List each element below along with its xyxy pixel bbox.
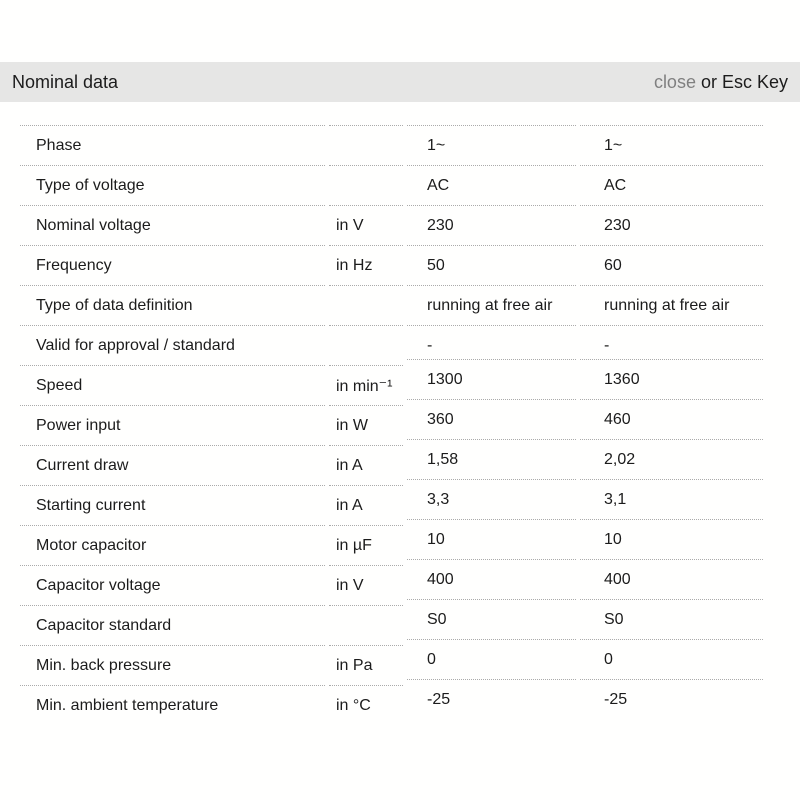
row-label: Min. ambient temperature [20, 685, 325, 725]
row-value-1: running at free air [407, 285, 576, 325]
row-value-1: AC [407, 165, 576, 205]
table-row [20, 445, 403, 485]
table-row [20, 285, 403, 325]
row-unit: in Pa [329, 645, 403, 685]
row-value-2: 2,02 [580, 439, 763, 479]
table-row [20, 485, 403, 525]
row-unit: in V [329, 205, 403, 245]
row-value-2: S0 [580, 599, 763, 639]
row-unit: in A [329, 445, 403, 485]
modal-header [0, 62, 800, 102]
table-row-values [407, 479, 763, 519]
table-row-values [407, 439, 763, 479]
row-label: Type of voltage [20, 165, 325, 205]
row-label: Motor capacitor [20, 525, 325, 565]
row-value-2: 60 [580, 245, 763, 285]
row-value-2: 1~ [580, 125, 763, 165]
table-row-values [407, 679, 763, 719]
table-row [20, 525, 403, 565]
row-value-1: 1300 [407, 359, 576, 399]
labels-units-column [20, 125, 403, 725]
row-unit: in min⁻¹ [329, 365, 403, 405]
row-label: Capacitor standard [20, 605, 325, 645]
table-row [20, 125, 403, 165]
table-row-values [407, 599, 763, 639]
row-value-1: S0 [407, 599, 576, 639]
close-area [654, 72, 788, 93]
nominal-data-table [20, 125, 763, 725]
values-column [407, 125, 763, 725]
row-unit [329, 605, 403, 645]
table-row-values [407, 359, 763, 399]
row-value-1: 3,3 [407, 479, 576, 519]
row-value-2: - [580, 325, 763, 365]
row-value-2: 230 [580, 205, 763, 245]
row-label: Frequency [20, 245, 325, 285]
row-unit: in °C [329, 685, 403, 725]
row-label: Capacitor voltage [20, 565, 325, 605]
table-row-values [407, 559, 763, 599]
row-value-2: 0 [580, 639, 763, 679]
row-value-1: 360 [407, 399, 576, 439]
row-label: Current draw [20, 445, 325, 485]
table-row [20, 205, 403, 245]
row-value-1: 400 [407, 559, 576, 599]
row-unit: in Hz [329, 245, 403, 285]
row-label: Starting current [20, 485, 325, 525]
row-value-1: 1,58 [407, 439, 576, 479]
table-row [20, 565, 403, 605]
table-row-values [407, 519, 763, 559]
row-unit: in W [329, 405, 403, 445]
row-label: Nominal voltage [20, 205, 325, 245]
row-label: Power input [20, 405, 325, 445]
table-row-values [407, 205, 763, 245]
table-row-values [407, 125, 763, 165]
table-row [20, 365, 403, 405]
row-value-2: 400 [580, 559, 763, 599]
row-value-1: 1~ [407, 125, 576, 165]
row-unit [329, 165, 403, 205]
row-value-1: - [407, 325, 576, 365]
row-value-1: 230 [407, 205, 576, 245]
row-label: Phase [20, 125, 325, 165]
row-unit [329, 285, 403, 325]
row-value-2: 10 [580, 519, 763, 559]
table-row-values [407, 399, 763, 439]
row-unit: in µF [329, 525, 403, 565]
table-row [20, 245, 403, 285]
table-row-values [407, 245, 763, 285]
esc-key-hint: or Esc Key [695, 71, 788, 92]
row-value-2: 460 [580, 399, 763, 439]
table-row [20, 685, 403, 725]
table-row-values [407, 165, 763, 205]
row-value-2: running at free air [580, 285, 763, 325]
row-unit [329, 325, 403, 365]
row-value-2: -25 [580, 679, 763, 719]
row-value-1: 0 [407, 639, 576, 679]
row-label: Speed [20, 365, 325, 405]
row-value-2: 1360 [580, 359, 763, 399]
row-unit: in V [329, 565, 403, 605]
close-button[interactable]: close [653, 71, 696, 92]
row-label: Valid for approval / standard [20, 325, 325, 365]
row-unit: in A [329, 485, 403, 525]
row-value-1: 10 [407, 519, 576, 559]
table-row [20, 645, 403, 685]
row-label: Min. back pressure [20, 645, 325, 685]
table-row-values [407, 639, 763, 679]
row-label: Type of data definition [20, 285, 325, 325]
row-value-2: 3,1 [580, 479, 763, 519]
table-row [20, 165, 403, 205]
page-title: Nominal data [12, 71, 119, 92]
row-value-2: AC [580, 165, 763, 205]
row-value-1: 50 [407, 245, 576, 285]
table-row-values [407, 285, 763, 325]
table-row [20, 605, 403, 645]
table-row [20, 405, 403, 445]
row-value-1: -25 [407, 679, 576, 719]
table-row [20, 325, 403, 365]
row-unit [329, 125, 403, 165]
